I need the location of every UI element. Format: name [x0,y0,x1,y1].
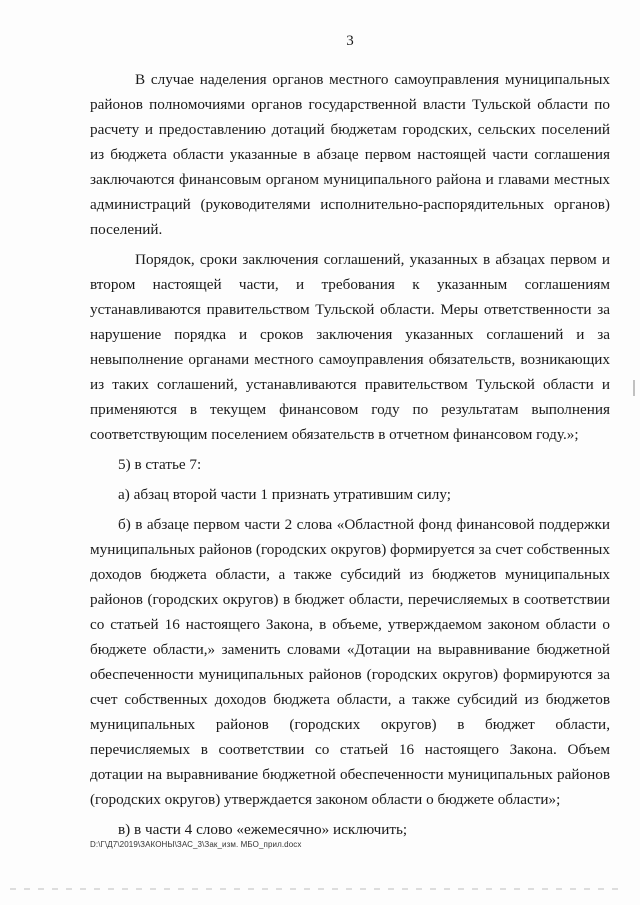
paragraph: Порядок, сроки заключения соглашений, указанных в абзацах первом и втором настоящей части, и требования к указанным соглашениям устанавливаются правительством Тульской области. Меры ответственности за нарушение порядка и сроков заключения указанных соглашений и за невыполнение органами местного самоуправления обязательств, возникающих из таких соглашений, устанавливаются правительством Тульской области и применяются в текущем финансовом году по результатам выполнения соответствующим поселением обязательств в отчетном финансовом году.»; [90,251,610,443]
list-item: в) в части 4 слово «ежемесячно» исключить; [118,821,408,838]
footer-file-path: D:\Г\Д7\2019\ЗАКОНЫ\ЗАС_3\Зак_изм. МБО_прил.docx [90,840,302,849]
document-body [90,67,610,842]
list-item: б) в абзаце первом части 2 слова «Областной фонд финансовой поддержки муниципальных районов (городских округов) формируется за счет собственных доходов бюджета области, а также субсидий из бюджетов муниципальных районов (городских округов) в бюджет области, перечисляемых в соответствии со статьей 16 настоящего Закона, в объеме, утверждаемом законом области о бюджете области,» заменить словами «Дотации на выравнивание бюджетной обеспеченности муниципальных районов (городских округов) формируются за счет собственных доходов бюджета области, а также субсидий из бюджетов муниципальных районов (городских округов) в бюджет области, перечисляемых в соответствии со статьей 16 настоящего Закона. Объем дотации на выравнивание бюджетной обеспеченности муниципальных районов (городских округов) утверждается законом области о бюджете области»; [90,516,610,808]
paragraph: В случае наделения органов местного самоуправления муниципальных районов полномочиями органов государственной власти Тульской области по расчету и предоставлению дотаций бюджетам городских, сельских поселений из бюджета области указанные в абзаце первом настоящей части соглашения заключаются финансовым органом муниципального района и главами местных администраций (руководителями исполнительно-распорядительных органов) поселений. [90,71,610,238]
list-item: 5) в статье 7: [118,456,202,473]
page-number: 3 [346,33,354,49]
scan-edge-noise [10,888,620,890]
list-item: а) абзац второй части 1 признать утратившим силу; [118,486,452,503]
scan-margin-mark [633,380,635,396]
